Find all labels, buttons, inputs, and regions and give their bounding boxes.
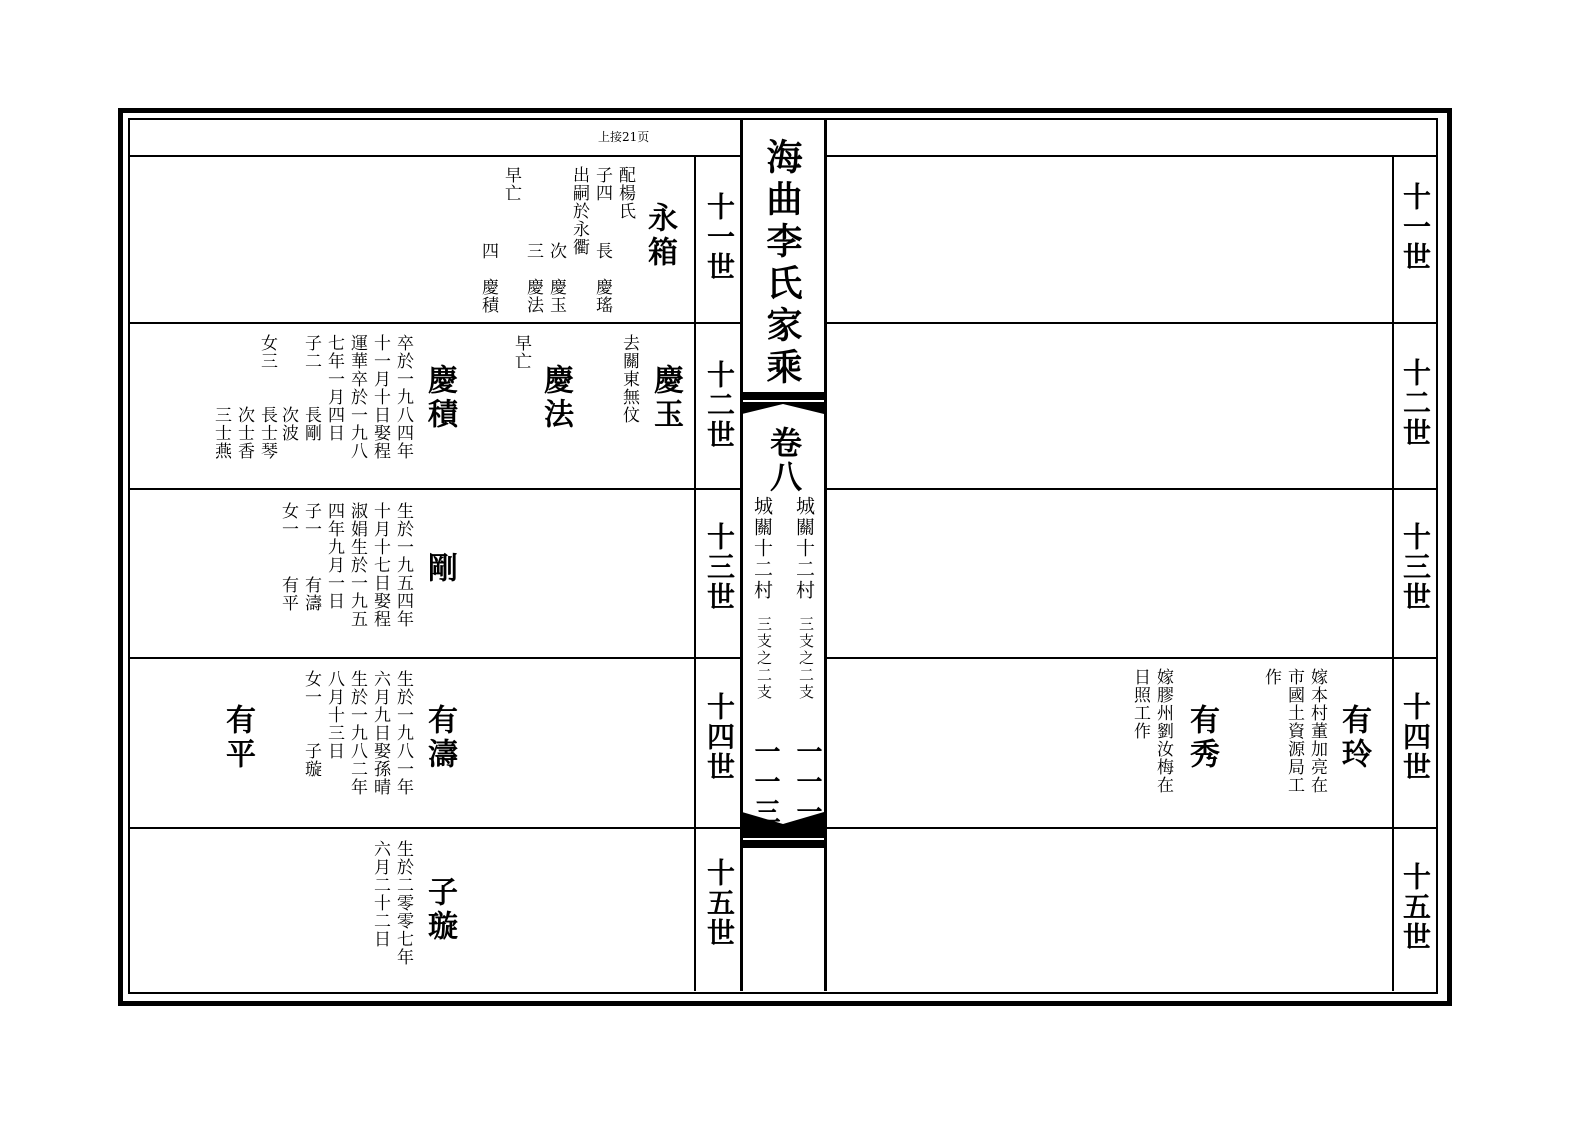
- continued-from-label: 上接21页: [598, 130, 650, 144]
- left-row-rule: [128, 322, 740, 324]
- person-name: 剛: [422, 552, 457, 586]
- person-note: 子二: [301, 334, 321, 370]
- person-name: 有玲: [1336, 704, 1371, 772]
- person-note: 早亡: [501, 166, 521, 202]
- person-name: 慶積: [422, 364, 457, 432]
- gen-label-11-left: 十一世: [703, 192, 736, 282]
- right-row-rule: [826, 827, 1436, 829]
- right-row-rule: [826, 322, 1436, 324]
- person-note: 女一: [301, 670, 321, 706]
- right-row-rule: [826, 657, 1436, 659]
- person-note: 日照工作: [1130, 668, 1150, 740]
- person-note: 卒於一九八四年: [393, 334, 413, 460]
- person-note: 生於二零零七年: [393, 840, 413, 966]
- person-note: 配楊氏: [615, 166, 635, 220]
- left-header-rule: [128, 155, 740, 157]
- gen-label-14-left: 十四世: [703, 692, 736, 782]
- sub-branch-left: 三支之二支: [755, 616, 773, 701]
- person-note: 七年一月四日: [324, 334, 344, 442]
- daughter-entry: 三士燕: [211, 406, 231, 460]
- left-gen-column-rule: [694, 155, 696, 991]
- person-name: 有平: [220, 704, 255, 772]
- person-note: 生於一九八一年: [393, 670, 413, 796]
- gen-label-12-left: 十二世: [703, 360, 736, 450]
- person-note: 六月九日娶孫晴: [370, 670, 390, 796]
- person-note: 嫁本村董加亮在: [1307, 668, 1327, 794]
- person-note: 六月二十二日: [370, 840, 390, 948]
- person-note: 出嗣於永衢: [569, 166, 589, 256]
- person-note: 八月十三日: [324, 670, 344, 760]
- son-entry: 子璇: [301, 742, 321, 778]
- volume-label: 卷八: [765, 426, 803, 494]
- daughter-entry: 長士琴: [257, 406, 277, 460]
- left-row-rule: [128, 488, 740, 490]
- person-note: 運華卒於一九八: [347, 334, 367, 460]
- person-note: 淑娟生於一九五: [347, 502, 367, 628]
- person-name: 有濤: [422, 704, 457, 772]
- person-note: 女一: [278, 502, 298, 538]
- person-name: 子璇: [422, 876, 457, 944]
- son-entry: 有濤: [301, 576, 321, 612]
- right-header-rule: [826, 155, 1436, 157]
- gen-label-13-right: 十三世: [1399, 522, 1432, 612]
- son-entry: 長 慶瑤: [592, 242, 612, 314]
- daughter-entry: 次士香: [234, 406, 254, 460]
- branch-label-left: 城關十二村: [751, 496, 773, 601]
- spine-right-rule: [824, 118, 827, 991]
- person-note: 早亡: [511, 334, 531, 370]
- son-entry: 次波: [278, 406, 298, 442]
- person-note: 作: [1261, 668, 1281, 686]
- gen-label-15-right: 十五世: [1399, 862, 1432, 952]
- right-row-rule: [826, 488, 1436, 490]
- person-note: 十月十七日娶程: [370, 502, 390, 628]
- person-name: 慶玉: [648, 364, 683, 432]
- person-name: 有秀: [1184, 704, 1219, 772]
- sub-branch-right: 三支之二支: [797, 616, 815, 701]
- person-note: 嫁膠州劉汝梅在: [1153, 668, 1173, 794]
- branch-label-right: 城關十二村: [793, 496, 815, 601]
- gen-label-12-right: 十二世: [1399, 358, 1432, 448]
- gen-label-11-right: 十一世: [1399, 182, 1432, 272]
- page-number-left: 一一三: [750, 738, 780, 828]
- gen-label-14-right: 十四世: [1399, 692, 1432, 782]
- person-note: 十一月十日娶程: [370, 334, 390, 460]
- page-number-right: 一一一: [792, 738, 822, 828]
- son-entry: 四 慶積: [478, 242, 498, 314]
- son-entry: 次 慶玉: [546, 242, 566, 314]
- son-entry: 長剛: [301, 406, 321, 442]
- person-name: 永箱: [642, 202, 677, 270]
- person-note: 生於一九八二年: [347, 670, 367, 796]
- right-gen-column-rule: [1392, 155, 1394, 991]
- book-title: 海曲李氏家乘: [761, 138, 803, 390]
- gen-label-13-left: 十三世: [703, 522, 736, 612]
- person-note: 市國土資源局工: [1284, 668, 1304, 794]
- person-note: 子四: [592, 166, 612, 202]
- person-note: 女三: [257, 334, 277, 370]
- son-entry: 有平: [278, 576, 298, 612]
- person-note: 子一: [301, 502, 321, 538]
- person-note: 生於一九五四年: [393, 502, 413, 628]
- gen-label-15-left: 十五世: [703, 858, 736, 948]
- person-note: 去關東無伩: [619, 334, 639, 424]
- left-row-rule: [128, 657, 740, 659]
- person-name: 慶法: [538, 364, 573, 432]
- person-note: 四年九月一日: [324, 502, 344, 610]
- left-row-rule: [128, 827, 740, 829]
- son-entry: 三 慶法: [523, 242, 543, 314]
